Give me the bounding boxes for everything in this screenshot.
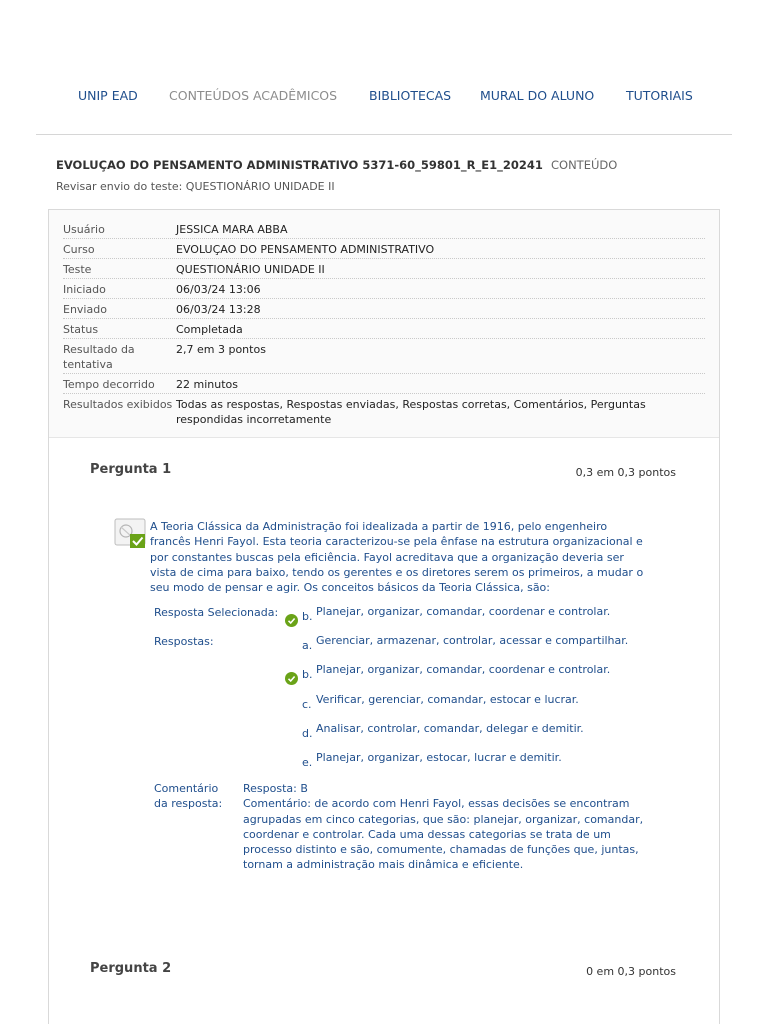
check-circle-icon [285,672,298,685]
page-title: Revisar envio do teste: QUESTIONÁRIO UNIDADE II [56,180,335,193]
summary-label: Status [63,323,99,336]
summary-label: Resultados exibidos [63,398,173,411]
summary-label: Iniciado [63,283,106,296]
question-2-title: Pergunta 2 [90,961,172,976]
summary-row [63,374,705,394]
comment-text: Comentário: de acordo com Henri Fayol, essas decisões se encontram agrupadas em cinco categorias, que são: planejar, organizar, comandar, coordenar e controlar. Cada uma dessas categorias se trata de um processo distinto e são, comumente, chamadas de funções que, juntas, tornam a administração mais dinâmica e eficiente. [243,797,644,872]
summary-value: Completada [176,323,243,336]
check-circle-icon [285,614,298,627]
top-navigation [0,88,768,108]
answer-text: Analisar, controlar, comandar, delegar e demitir. [316,722,584,735]
nav-divider [36,134,732,135]
answer-text: Planejar, organizar, comandar, coordenar e controlar. [316,605,611,618]
answer-letter: c. [302,698,312,711]
test-review-panel [48,209,720,1024]
summary-label: Resultado da tentativa [63,343,135,371]
summary-row [63,219,705,239]
content-link[interactable]: CONTEÚDO [551,158,618,172]
answer-letter: b. [302,610,313,623]
answer-letter: e. [302,756,313,769]
question-1-text: A Teoria Clássica da Administração foi idealizada a partir de 1916, pelo engenheiro francês Henri Fayol. Esta teoria caracterizou-se pela ênfase na estrutura organizacional e por constantes buscas pela eficiência. Fayol acreditava que a organização deveria ser vista de cima para baixo, tendo os gerentes e os diretores serem os primeiros, a mudar o seu modo de pensar e agir. Os conceitos básicos da Teoria Clássica, são: [150,520,644,595]
summary-label: Usuário [63,223,105,236]
summary-row [63,319,705,339]
comment-label-line-1: Comentário [154,782,219,795]
summary-label: Tempo decorrido [63,378,155,391]
summary-value: 06/03/24 13:28 [176,303,261,316]
nav-unip-ead[interactable]: UNIP EAD [78,88,138,103]
correct-check-icon [114,518,148,550]
nav-conteudos-academicos[interactable]: CONTEÚDOS ACADÊMICOS [169,88,338,103]
course-title[interactable]: EVOLUÇAO DO PENSAMENTO ADMINISTRATIVO 5371-60_59801_R_E1_20241 [56,158,543,172]
question-1-title: Pergunta 1 [90,462,172,477]
comment-answer: Resposta: B [243,782,308,795]
answer-comment [243,781,653,873]
nav-tutoriais[interactable]: TUTORIAIS [626,88,693,103]
nav-bibliotecas[interactable]: BIBLIOTECAS [369,88,452,103]
question-2-points: 0 em 0,3 pontos [586,965,676,978]
answer-text: Verificar, gerenciar, comandar, estocar e lucrar. [316,693,579,706]
answers-label: Respostas: [154,635,214,648]
summary-value: 22 minutos [176,378,238,391]
comment-label-line-2: da resposta: [154,797,223,811]
summary-row [63,259,705,279]
answer-text: Planejar, organizar, estocar, lucrar e demitir. [316,751,562,764]
selected-answer-label: Resposta Selecionada: [154,606,279,619]
answer-letter: d. [302,727,313,740]
summary-row [63,339,705,374]
attempt-summary [49,210,719,438]
summary-value: 2,7 em 3 pontos [176,343,266,356]
summary-label: Curso [63,243,95,256]
summary-label: Enviado [63,303,107,316]
comment-label [154,781,222,812]
summary-value: EVOLUÇAO DO PENSAMENTO ADMINISTRATIVO [176,243,435,256]
answer-letter: a. [302,639,313,652]
summary-value: Todas as respostas, Respostas enviadas, Respostas corretas, Comentários, Perguntas respondidas incorretamente [176,398,646,426]
summary-value: QUESTIONÁRIO UNIDADE II [176,263,325,276]
question-1-points: 0,3 em 0,3 pontos [575,466,676,479]
summary-row [63,394,705,430]
summary-value: JESSICA MARA ABBA [176,223,288,236]
nav-mural-do-aluno[interactable]: MURAL DO ALUNO [480,88,595,103]
answer-text: Gerenciar, armazenar, controlar, acessar e compartilhar. [316,634,629,647]
summary-value: 06/03/24 13:06 [176,283,261,296]
summary-row [63,299,705,319]
summary-row [63,239,705,259]
answer-text: Planejar, organizar, comandar, coordenar e controlar. [316,663,611,676]
summary-label: Teste [63,263,92,276]
summary-row [63,279,705,299]
answer-letter: b. [302,668,313,681]
